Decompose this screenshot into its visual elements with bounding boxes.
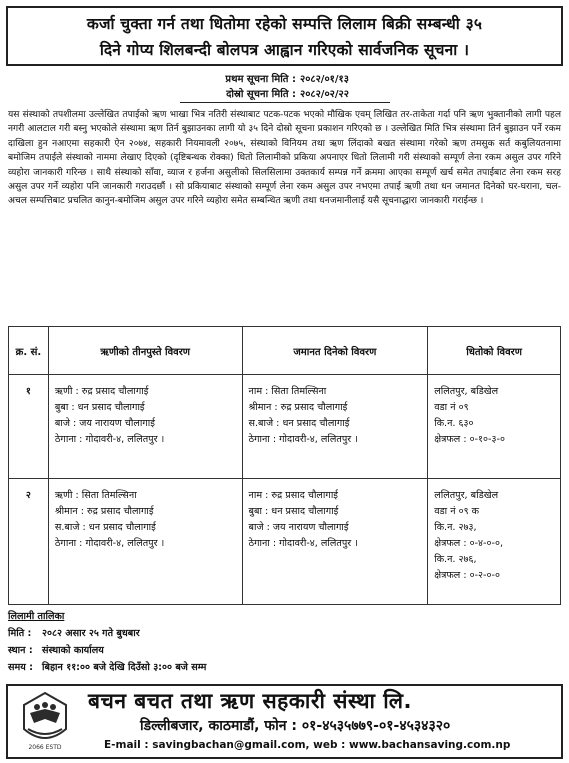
guarantor-line: श्रीमान : रुद्र प्रसाद चौलागाई: [248, 402, 348, 413]
second-notice-date: २०८२/०२/२२: [300, 89, 349, 100]
guarantor-details: [242, 375, 428, 479]
borrower-line: बाजे : जय नारायण चौलागाई: [54, 418, 155, 429]
borrower-line: श्रीमान : रुद्र प्रसाद चौलागाई: [54, 506, 154, 517]
guarantor-line: नाम : रुद्र प्रसाद चौलागाई: [248, 490, 339, 501]
guarantor-line: बुबा : धन प्रसाद चौलागाई: [248, 506, 339, 517]
collateral-line: ललितपुर, बडिखेल: [434, 490, 499, 501]
organization-contact: E-mail : savingbachan@gmail.com, web : www.bachansaving.com.np: [104, 739, 511, 751]
first-notice-date: २०८२/०१/१३: [300, 74, 349, 85]
row-sn: १: [9, 375, 49, 479]
collateral-details: [428, 479, 561, 605]
table-row: [9, 479, 561, 605]
header-guarantor: जमानत दिनेको विवरण: [242, 327, 428, 375]
logo-text: 2066 ESTD: [28, 744, 62, 751]
guarantor-line: बाजे : जय नारायण चौलागाई: [248, 522, 349, 533]
header-sn: क्र. सं.: [9, 327, 49, 375]
collateral-line: क्षेत्रफल : ०-१०-३-०: [434, 434, 505, 445]
organization-logo: [16, 689, 74, 755]
title-line-2: दिने गोप्य शिलबन्दी बोलपत्र आह्वान गरिएको सार्वजनिक सूचना ।: [99, 41, 470, 59]
guarantor-line: स.बाजे : धन प्रसाद चौलागाई: [248, 418, 350, 429]
borrower-line: ऋणी : सिता तिमल्सिना: [54, 490, 137, 501]
collateral-line: कि.न. २७६,: [434, 554, 477, 565]
collateral-line: वडा नं ०९ क: [434, 506, 479, 517]
organization-name: बचन बचत तथा ऋण सहकारी संस्था लि.: [88, 689, 412, 713]
borrower-line: ठेगाना : गोदावरी-४, ललितपुर ।: [54, 538, 165, 549]
organization-footer: [6, 684, 563, 759]
auction-schedule: [8, 608, 408, 676]
header-borrower: ऋणीको तीनपुस्ते विवरण: [48, 327, 242, 375]
borrower-details: [48, 479, 242, 605]
guarantor-line: ठेगाना : गोदावरी-४, ललितपुर ।: [248, 434, 358, 445]
collateral-line: क्षेत्रफल : ०-२-०-०: [434, 570, 500, 581]
table-header-row: [9, 327, 561, 375]
table-row: [9, 375, 561, 479]
header-collateral: धितोको विवरण: [428, 327, 561, 375]
collateral-line: कि.न. ६३०: [434, 418, 474, 429]
notice-body: यस संस्थाको तपशीलमा उल्लेखित तपाईको ऋण भाखा भित्र नतिरी संस्थाबाट पटक-पटक भएको मौखिक एवम् लिखित तर-ताकेता गर्दा पनि ऋण भुक्तानीको लागी पहल नगरी आलटाल गरी बस्नु भएकोले संस्थामा ऋण तिर्न बुझाउनका लागी यो ३५ दिने दोस्रो सूचना प्रकाशन गरिएको छ । उल्लेखित मिति भित्र संस्थामा तिर्न बुझाउन पर्ने रकम दाखिला हुन नआएमा सहकारी ऐन २०७४, सहकारी नियमावली २०७५, संस्थाको विनियम तथा ऋण लिंदाको बखत संस्थामा गरेको ऋण तमसुक सर्त कबुलियतनामा बमोजिम तपाईले संस्थाको नाममा लेखाए दिएको (दृष्टिबन्धक रोक्का) धितो लिलामीको प्रकिया अपनाएर धितो लिलामी गरी संस्थाको सम्पूर्ण लेना रकम असुल उपर गरिने व्यहोरा जानकारी गरिन्छ । साथै संस्थाको साँवा, व्याज र हर्जना असुलीको सिलसिलामा उक्तकार्य सम्पन्न गर्ने क्रममा आएका सम्पूर्ण खर्च समेत तपाईबाट लेना रकम सरह असुल उपर गर्ने व्यहोरा पनि जानकारी गराउदछौं । सो प्रकियाबाट संस्थाको सम्पूर्ण लेना रकम असुल उपर नभएमा तपाई ऋणी तथा धन जमानत दिनेको घर-घराना, चल-अचल सम्पत्तिबाट प्रचलित कानुन-बमोजिम असुल उपर गरिने व्यहोरा समेत सम्बन्धित ऋणी तथा धनजमानीलाई यसै सूचनाद्धारा जानकारी गराईन्छ ।: [8, 110, 561, 207]
notice-dates: [180, 72, 390, 103]
first-notice-label: प्रथम सूचना मिति :: [225, 74, 296, 85]
auction-time-value: बिहान ११:०० बजे देखि दिउँसो ३:०० बजे सम्म: [42, 662, 207, 673]
organization-address: डिल्लीबजार, काठमाडौं, फोन : ०१-४५३५७७९-०१-४५३४३२०: [140, 718, 451, 734]
row-sn: २: [9, 479, 49, 605]
borrower-details: [48, 375, 242, 479]
collateral-line: कि.न. २७३,: [434, 522, 477, 533]
borrower-line: बुबा : धन प्रसाद चौलागाई: [54, 402, 145, 413]
collateral-line: क्षेत्रफल : ०-४-०-०,: [434, 538, 504, 549]
guarantor-line: नाम : सिता तिमल्सिना: [248, 386, 327, 397]
auction-heading: लिलामी तालिका: [8, 611, 65, 622]
guarantor-details: [242, 479, 428, 605]
collateral-line: ललितपुर, बडिखेल: [434, 386, 499, 397]
borrower-line: ऋणी : रुद्र प्रसाद चौलागाई: [54, 386, 149, 397]
auction-place-value: संस्थाको कार्यालय: [42, 645, 104, 656]
auction-time-label: समय :: [8, 662, 33, 673]
second-notice-label: दोस्रो सूचना मिति :: [226, 89, 296, 100]
collateral-line: वडा नं ०९: [434, 402, 469, 413]
auction-place-label: स्थान :: [8, 645, 33, 656]
collateral-details: [428, 375, 561, 479]
auction-date-label: मिति :: [8, 628, 32, 639]
borrower-line: स.बाजे : धन प्रसाद चौलागाई: [54, 522, 156, 533]
details-table: [8, 326, 561, 605]
notice-title: [6, 6, 563, 66]
title-line-1: कर्जा चुक्ता गर्न तथा धितोमा रहेको सम्पत्ति लिलाम बिक्री सम्बन्धी ३५: [86, 15, 483, 33]
borrower-line: ठेगाना : गोदावरी-४, ललितपुर ।: [54, 434, 165, 445]
auction-date-value: २०८२ असार २५ गते बुधबार: [42, 628, 140, 639]
guarantor-line: ठेगाना : गोदावरी-४, ललितपुर ।: [248, 538, 358, 549]
